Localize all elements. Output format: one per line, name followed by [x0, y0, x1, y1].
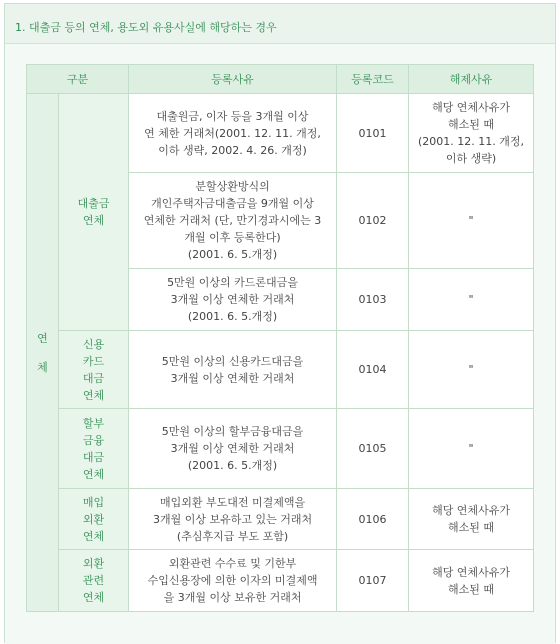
reason-line: 을 3개월 이상 보유한 거래처	[163, 591, 302, 604]
subcategory-line: 대금	[82, 450, 105, 464]
subcategory-line: 연체	[82, 388, 105, 402]
code-cell: 0102	[337, 173, 409, 269]
release-line: 해당 연체사유가	[432, 101, 510, 114]
category-char: 체	[37, 360, 48, 374]
reason-line: 수입신용장에 의한 이자의 미결제액	[147, 574, 318, 587]
reason-line: 개월 이후 등록한다)	[184, 231, 281, 244]
reason-cell	[129, 550, 337, 612]
reason-line: (2001. 6. 5.개정)	[187, 459, 278, 472]
subcategory-credit-card	[59, 331, 129, 409]
release-cell: "	[409, 409, 534, 489]
reason-line: 매입외환 부도대전 미결제액을	[159, 495, 306, 509]
table-row	[27, 409, 534, 489]
release-cell	[409, 550, 534, 612]
reason-line: 5만원 이상의 카드론대금을	[167, 276, 298, 289]
reason-line: 5만원 이상의 할부금융대금을	[161, 425, 304, 438]
reason-cell	[129, 489, 337, 550]
release-line: 해당 연체사유가	[432, 504, 510, 517]
release-line: 해소된 때	[448, 118, 495, 131]
subcategory-line: 관련	[82, 574, 105, 587]
subcategory-line: 대금	[82, 371, 105, 385]
reason-line: (2001. 6. 5.개정)	[187, 248, 278, 261]
release-line: 해소된 때	[448, 582, 495, 596]
code-cell: 0101	[337, 94, 409, 173]
header-release: 해제사유	[409, 65, 534, 94]
code-cell: 0104	[337, 331, 409, 409]
subcategory-line: 금융	[82, 433, 105, 447]
reason-cell	[129, 409, 337, 489]
reason-line: 대출원금, 이자 등을 3개월 이상	[156, 109, 309, 123]
subcategory-line: 카드	[82, 354, 105, 368]
reason-line: 분할상환방식의	[195, 180, 270, 193]
reason-line: 3개월 이상 연체한 거래처	[170, 371, 295, 385]
category-char: 연	[37, 331, 48, 345]
release-line: (2001. 12. 11. 개정,	[418, 135, 525, 148]
subcategory-line: 연체	[82, 214, 105, 227]
reason-line: 연체한 거래처 (단, 만기경과시에는 3	[143, 214, 322, 227]
reason-line: 이하 생략, 2002. 4. 26. 개정)	[158, 143, 307, 157]
subcategory-installment	[59, 409, 129, 489]
subcategory-fx-related	[59, 550, 129, 612]
subcategory-line: 매입	[82, 495, 105, 509]
release-line: 해당 연체사유가	[432, 565, 510, 579]
subcategory-line: 신용	[82, 337, 105, 351]
subcategory-line: 대출금	[77, 197, 110, 210]
category-overdue	[27, 94, 59, 612]
subcategory-line: 연체	[82, 467, 105, 481]
section-header	[5, 4, 555, 44]
subcategory-line: 외환	[82, 512, 105, 526]
category-spacer	[29, 347, 56, 359]
reason-line: 외환관련 수수료 및 기한부	[168, 557, 297, 570]
code-cell: 0105	[337, 409, 409, 489]
release-cell: "	[409, 269, 534, 331]
table-row	[27, 550, 534, 612]
table-row	[27, 331, 534, 409]
subcategory-loan	[59, 94, 129, 331]
release-cell: "	[409, 331, 534, 409]
reason-cell	[129, 269, 337, 331]
subcategory-line: 연체	[82, 529, 105, 543]
header-category: 구분	[27, 65, 129, 94]
reason-line: (2001. 6. 5.개정)	[187, 310, 278, 323]
reason-cell	[129, 331, 337, 409]
reason-cell	[129, 173, 337, 269]
release-cell: "	[409, 173, 534, 269]
reason-line: 개인주택자금대출금을 9개월 이상	[151, 197, 314, 210]
reason-cell	[129, 94, 337, 173]
release-line: 해소된 때	[448, 521, 495, 534]
release-cell	[409, 94, 534, 173]
reason-line: 3개월 이상 연체한 거래처	[170, 293, 295, 306]
release-cell	[409, 489, 534, 550]
reason-line: 3개월 이상 보유하고 있는 거래처	[152, 512, 313, 526]
code-cell: 0107	[337, 550, 409, 612]
subcategory-line: 외환	[82, 557, 105, 570]
section-title: 1. 대출금 등의 연체, 용도외 유용사실에 해당하는 경우	[15, 21, 277, 34]
subcategory-line: 연체	[82, 591, 105, 604]
code-cell: 0106	[337, 489, 409, 550]
registration-table	[26, 64, 534, 612]
table-row	[27, 94, 534, 173]
header-reason: 등록사유	[129, 65, 337, 94]
subcategory-purchase-fx	[59, 489, 129, 550]
reason-line: 3개월 이상 연체한 거래처	[170, 442, 295, 455]
reason-line: (추심후지급 부도 포함)	[176, 529, 289, 543]
reason-line: 연 체한 거래처(2001. 12. 11. 개정,	[144, 126, 321, 140]
table-row	[27, 489, 534, 550]
header-code: 등록코드	[337, 65, 409, 94]
table-header-row	[27, 65, 534, 94]
release-line: 이하 생략)	[445, 152, 497, 165]
subcategory-line: 할부	[82, 416, 105, 430]
reason-line: 5만원 이상의 신용카드대금을	[161, 354, 304, 368]
code-cell: 0103	[337, 269, 409, 331]
